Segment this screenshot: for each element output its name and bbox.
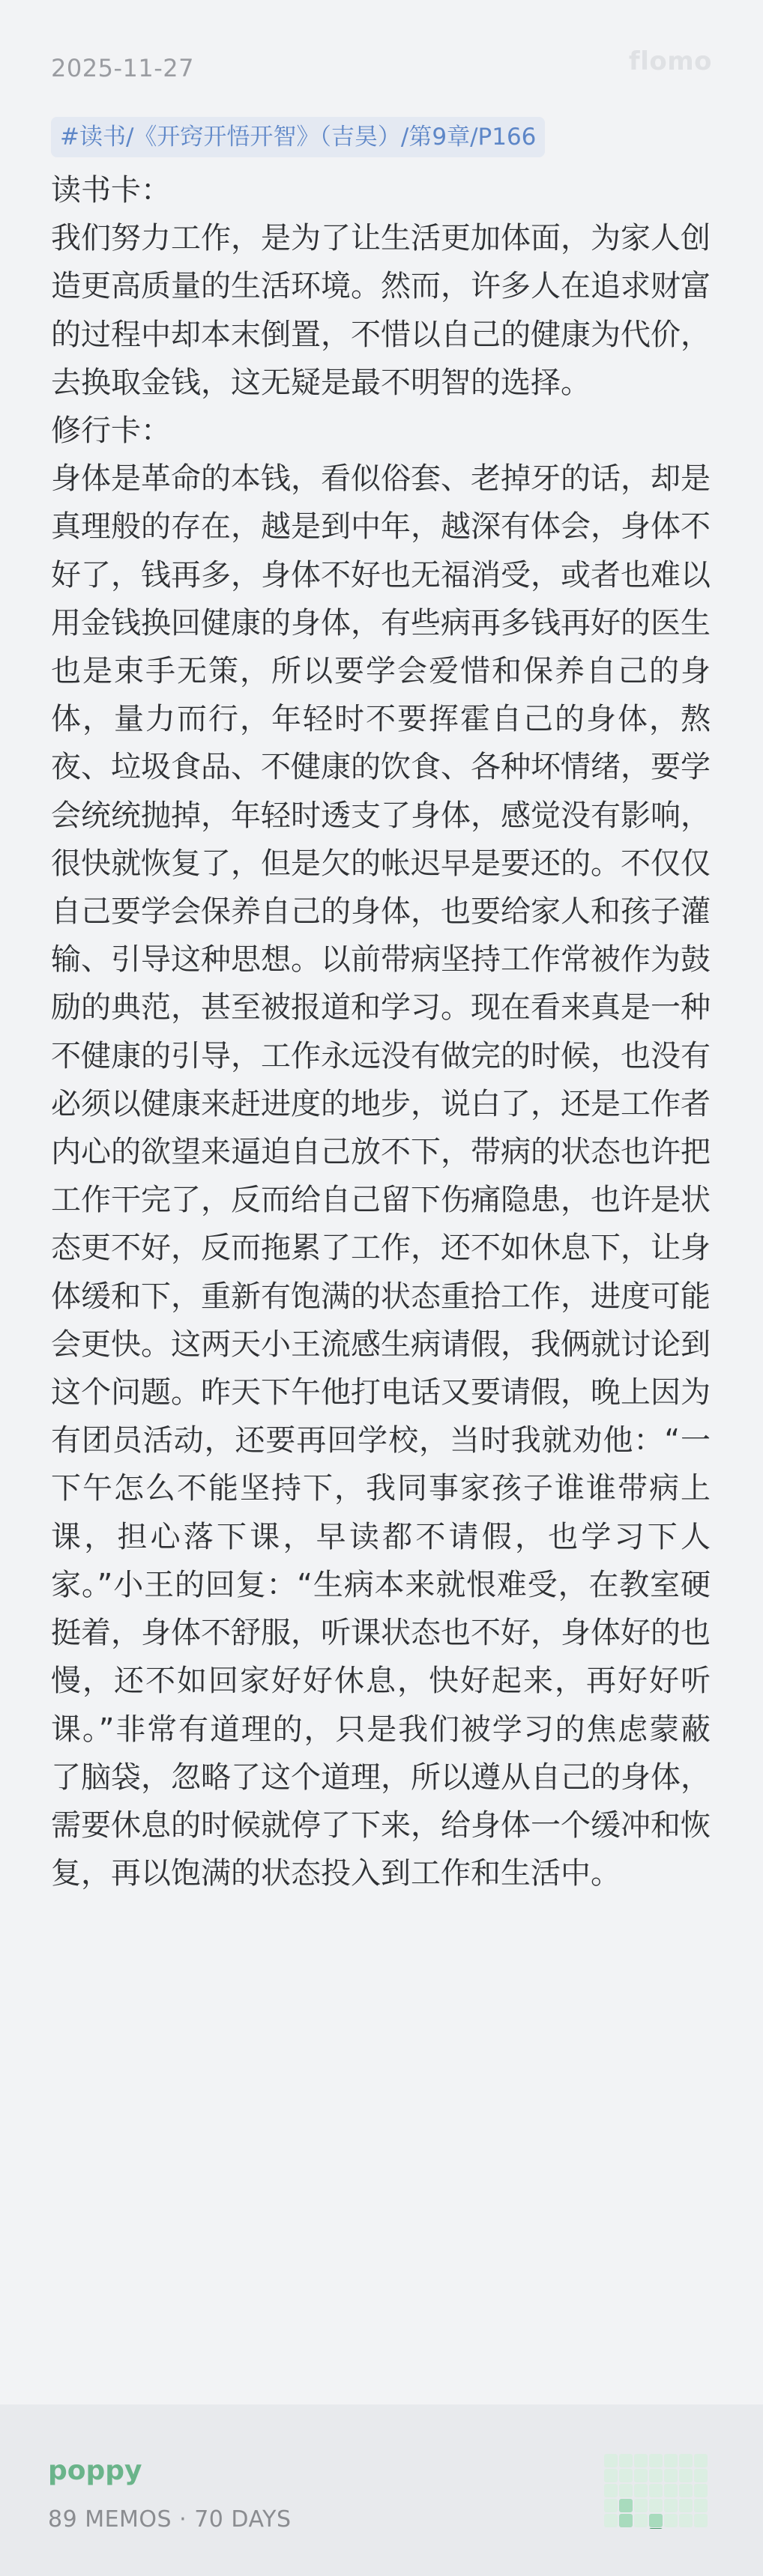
heatmap-cell: [679, 2484, 693, 2497]
heatmap-cell: [619, 2514, 633, 2527]
heatmap-cell: [679, 2454, 693, 2467]
memo-date: 2025-11-27: [51, 54, 194, 82]
heatmap-cell: [664, 2514, 678, 2527]
section-label-practice: 修行卡：: [51, 413, 171, 449]
heatmap-cell: [649, 2514, 663, 2527]
heatmap-cell: [679, 2469, 693, 2482]
heatmap-cell: [649, 2469, 663, 2482]
heatmap-cell: [634, 2514, 648, 2527]
profile-footer: [0, 2404, 763, 2576]
memo-stats: 89 MEMOS · 70 DAYS: [48, 2506, 292, 2533]
heatmap-cell: [649, 2454, 663, 2467]
heatmap-cell: [634, 2484, 648, 2497]
heatmap-cell: [679, 2499, 693, 2512]
heatmap-cell: [619, 2469, 633, 2482]
activity-heatmap: [604, 2454, 712, 2529]
heatmap-cell: [619, 2454, 633, 2467]
memo-tag[interactable]: #读书/《开窍开悟开智》（吉昊）/第9章/P166: [51, 117, 545, 157]
practice-card-text: 身体是革命的本钱，看似俗套、老掉牙的话，却是真理般的存在，越是到中年，越深有体会，身体不好了，钱再多，身体不好也无福消受，或者也难以用金钱换回健康的身体，有些病再多钱再好的医生也是束手无策，所以要学会爱惜和保养自己的身体，量力而行，年轻时不要挥霍自己的身体，熬夜、垃圾食品、不健康的饮食、各种坏情绪，要学会统统抛掉，年轻时透支了身体，感觉没有影响，很快就恢复了，但是欠的帐迟早是要还的。不仅仅自己要学会保养自己的身体，也要给家人和孩子灌输、引导这种思想。以前带病坚持工作常被作为鼓励的典范，甚至被报道和学习。现在看来真是一种不健康的引导，工作永远没有做完的时候，也没有必须以健康来赶进度的地步，说白了，还是工作者内心的欲望来逼迫自己放不下，带病的状态也许把工作干完了，反而给自己留下伤痛隐患，也许是状态更不好，反而拖累了工作，还不如休息下，让身体缓和下，重新有饱满的状态重拾工作，进度可能会更快。这两天小王流感生病请假，我俩就讨论到这个问题。昨天下午他打电话又要请假，晚上因为有团员活动，还要再回学校，当时我就劝他：“一下午怎么不能坚持下，我同事家孩子谁谁带病上课，担心落下课，早读都不请假，也学习下人家。”小王的回复：“生病本来就恨难受，在教室硬挺着，身体不舒服，听课状态也不好，身体好的也慢，还不如回家好好休息，快好起来，再好好听课。”非常有道理的，只是我们被学习的焦虑蒙蔽了脑袋，忽略了这个道理，所以遵从自己的身体，需要休息的时候就停了下来，给身体一个缓冲和恢复，再以饱满的状态投入到工作和生活中。: [51, 461, 711, 1891]
heatmap-cell: [694, 2454, 708, 2467]
heatmap-cell: [634, 2469, 648, 2482]
heatmap-cell: [664, 2469, 678, 2482]
heatmap-cell: [604, 2499, 618, 2512]
heatmap-cell: [634, 2454, 648, 2467]
heatmap-cell: [604, 2484, 618, 2497]
heatmap-cell: [604, 2514, 618, 2527]
heatmap-cell: [649, 2484, 663, 2497]
heatmap-cell: [619, 2484, 633, 2497]
heatmap-cell: [664, 2454, 678, 2467]
heatmap-cell: [694, 2484, 708, 2497]
section-label-reading: 读书卡：: [51, 173, 171, 207]
memo-content: [51, 166, 711, 1897]
reading-card-text: 我们努力工作，是为了让生活更加体面，为家人创造更高质量的生活环境。然而，许多人在追求财富的过程中却本末倒置，不惜以自己的健康为代价，去换取金钱，这无疑是最不明智的选择。: [51, 221, 711, 400]
heatmap-cell: [634, 2499, 648, 2512]
flomo-logo: flomo: [628, 46, 712, 76]
heatmap-cell: [694, 2469, 708, 2482]
heatmap-cell: [619, 2499, 633, 2512]
heatmap-cell: [679, 2514, 693, 2527]
username: poppy: [48, 2455, 142, 2486]
heatmap-cell: [664, 2499, 678, 2512]
heatmap-cell: [664, 2484, 678, 2497]
heatmap-cell: [694, 2514, 708, 2527]
heatmap-cell: [694, 2499, 708, 2512]
heatmap-cell: [604, 2469, 618, 2482]
heatmap-cell: [649, 2499, 663, 2512]
heatmap-cell: [604, 2454, 618, 2467]
